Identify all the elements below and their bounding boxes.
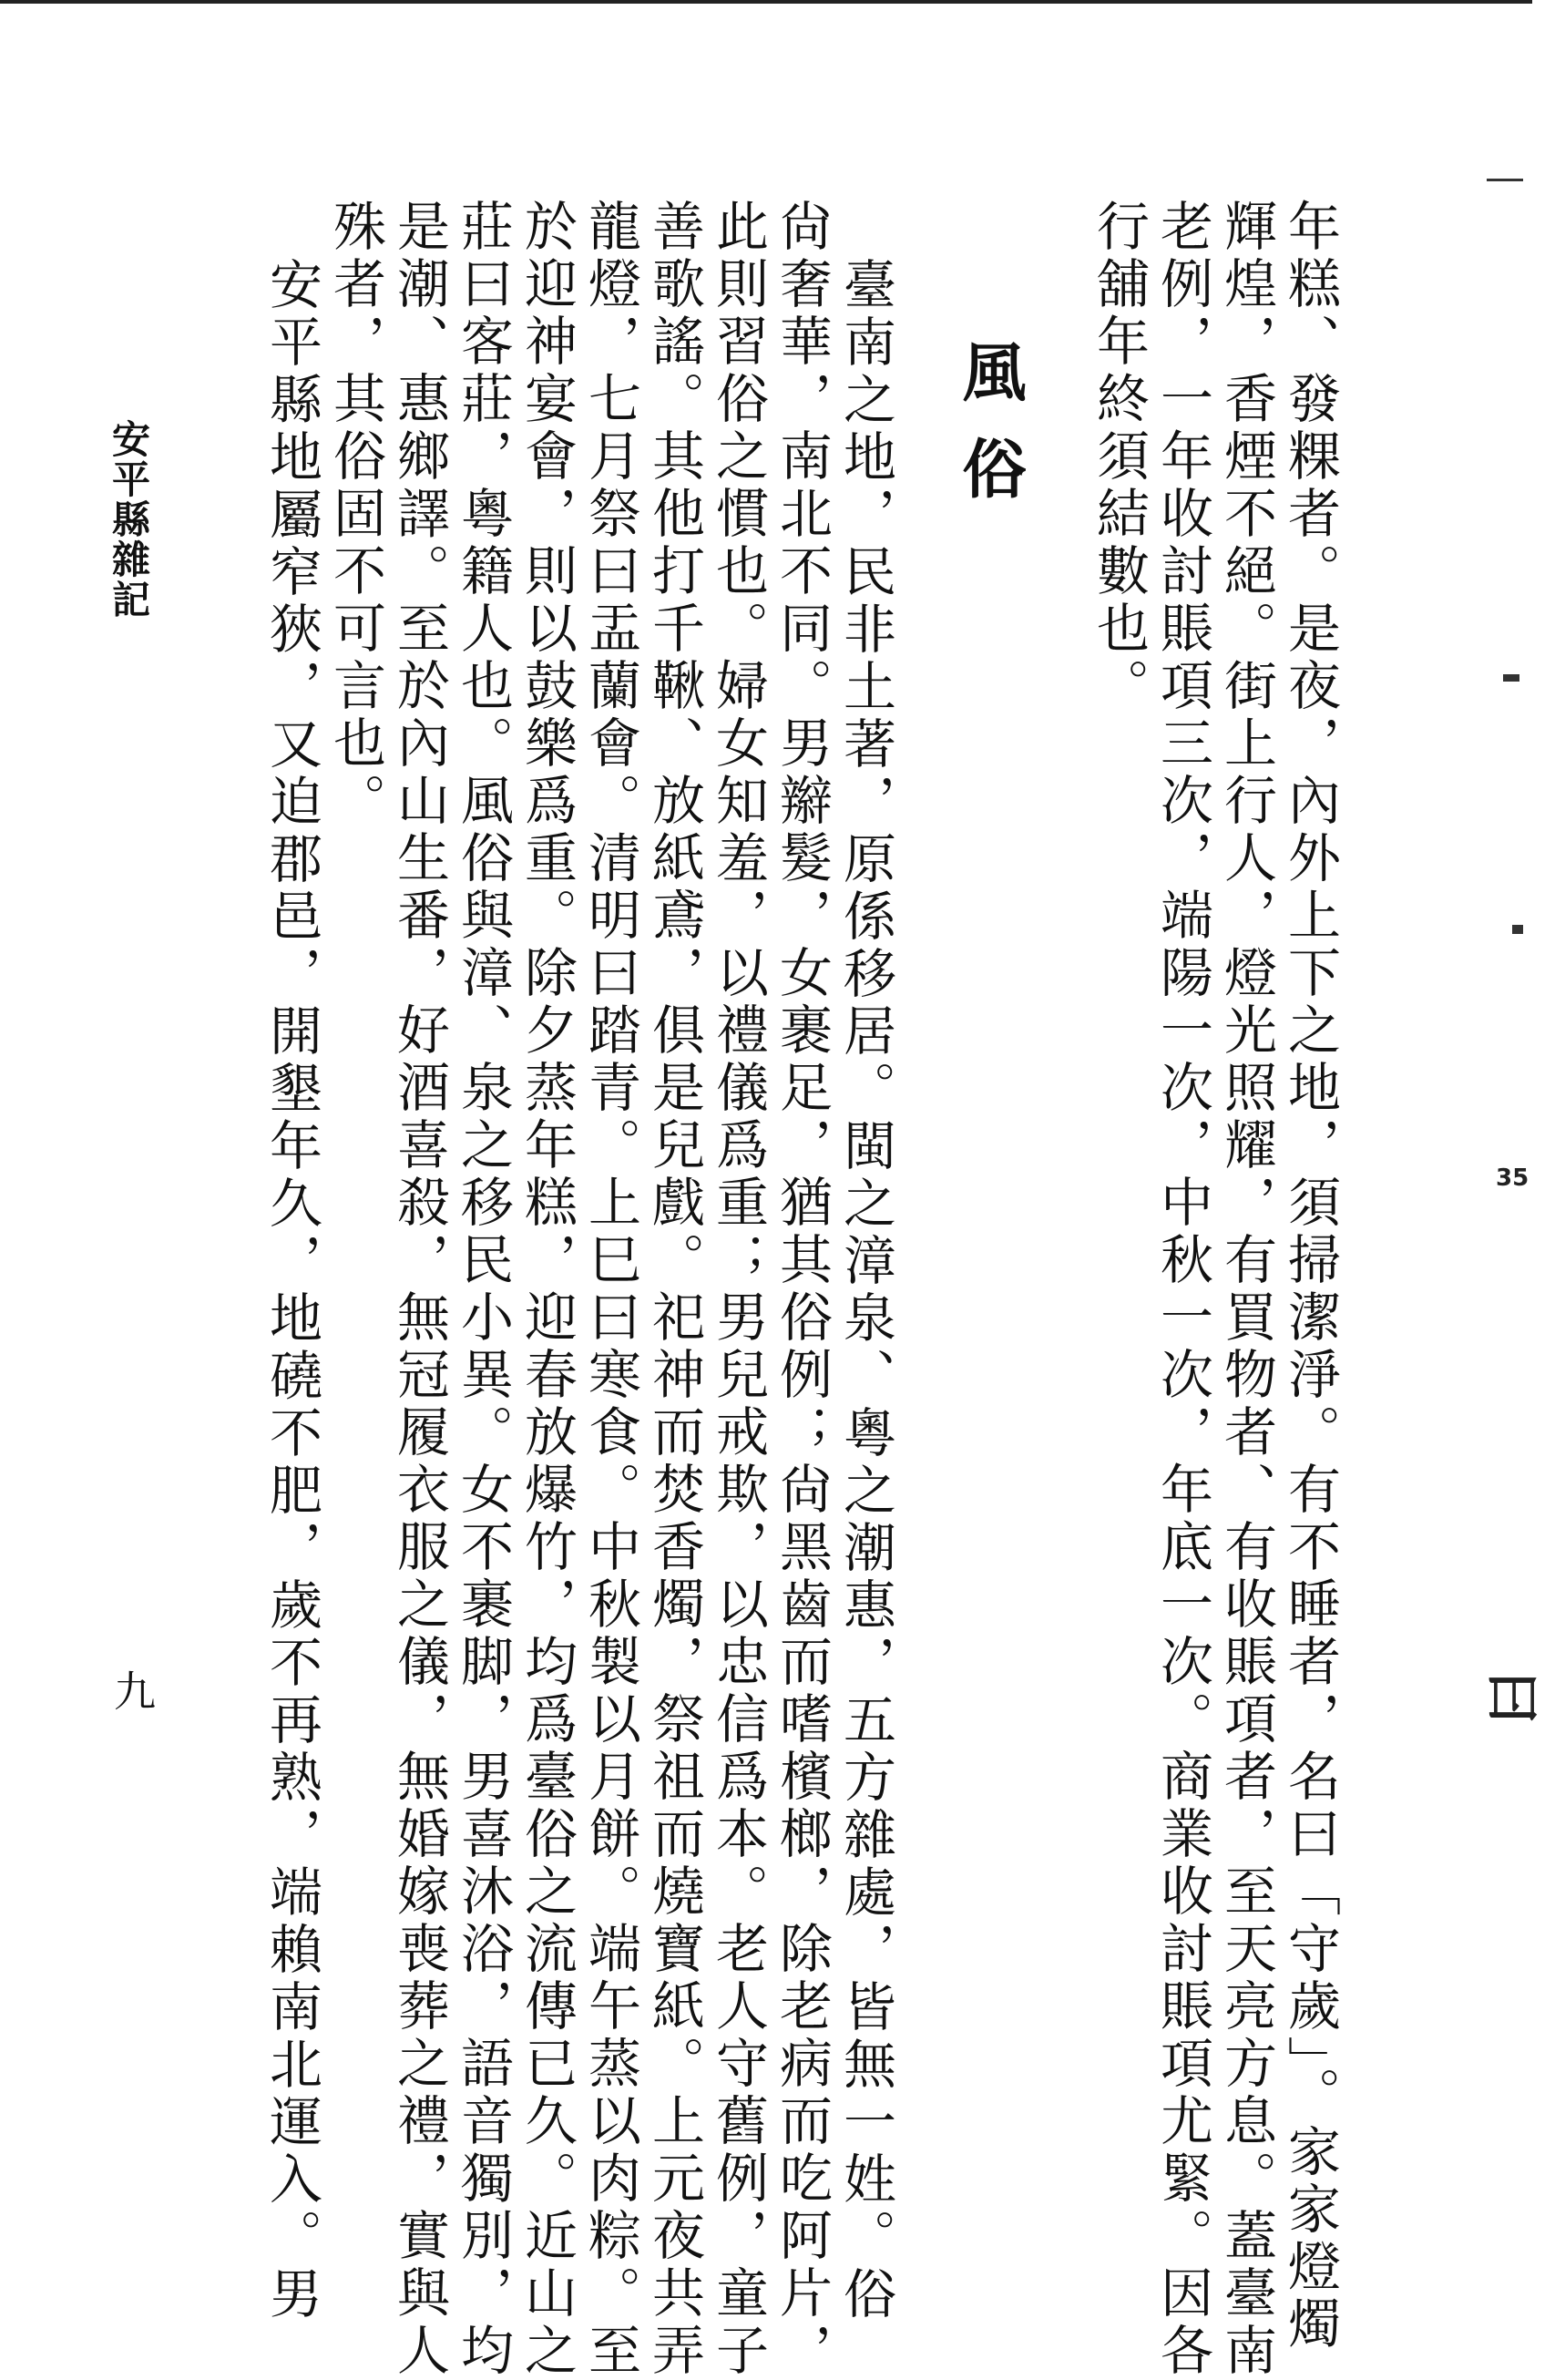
text-column: 於迎神宴會，則以鼓樂爲重。除夕蒸年糕，迎春放爆竹，均爲臺俗之流傳已久。近山之 <box>516 199 578 2380</box>
section-title: 風俗 <box>952 339 1028 532</box>
top-border <box>0 0 1532 4</box>
text-column: 此則習俗之慣也。婦女知羞，以禮儀爲重；男兒戒欺，以忠信爲本。老人守舊例，童子 <box>707 199 769 2380</box>
text-column: 年糕、發粿者。是夜，內外上下之地，須掃潔淨。有不睡者，名曰「守歲」。家家燈燭 <box>1279 199 1341 2354</box>
edge-mark <box>1503 674 1519 682</box>
edge-page-number: 35 <box>1496 1164 1529 1192</box>
text-column: 莊曰客莊，粵籍人也。風俗與漳、泉之移民小異。女不裹脚，男喜沐浴，語音獨別，均 <box>452 199 514 2380</box>
text-column: 善歌謠。其他打千鞦、放紙鳶，俱是兒戲。祀神而焚香燭，祭祖而燒寶紙。上元夜共弄 <box>643 199 705 2380</box>
text-column: 是潮、惠鄉譯。至於內山生番，好酒喜殺，無冠履衣服之儀，無婚嫁喪葬之禮，實與人 <box>388 199 450 2380</box>
edge-mark <box>1512 925 1523 934</box>
text-column: 輝煌，香煙不絕。街上行人，燈光照耀，有買物者、有收賬項者，至天亮方息。蓋臺南 <box>1215 199 1277 2380</box>
text-column: 安平縣地屬窄狹，又迫郡邑，開墾年久，地磽不肥，歲不再熟，端賴南北運入。男 <box>261 257 322 2324</box>
page-number: 九 <box>107 1669 157 1711</box>
text-column: 龍燈，七月祭曰盂蘭會。清明曰踏青。上巳曰寒食。中秋製以月餅。端午蒸以肉粽。至 <box>579 199 641 2380</box>
edge-mark <box>1487 179 1523 181</box>
running-title: 安平縣雜記 <box>107 419 151 620</box>
text-column: 老例，一年收討賬項三次，端陽一次，中秋一次，年底一次。商業收討賬項尤緊。因各 <box>1151 199 1213 2380</box>
text-column: 行舖年終須結數也。 <box>1088 199 1150 715</box>
text-column: 尙奢華，南北不同。男辮髮，女裹足，猶其俗例；尙黑齒而嗜檳榔，除老病而吃阿片， <box>771 199 833 2380</box>
text-column: 殊者，其俗固不可言也。 <box>324 199 386 830</box>
edge-glyph: 曰 <box>1479 1670 1543 1725</box>
text-column: 臺南之地，民非土著，原係移居。閩之漳泉、粵之潮惠，五方雜處，皆無一姓。俗 <box>834 257 896 2324</box>
